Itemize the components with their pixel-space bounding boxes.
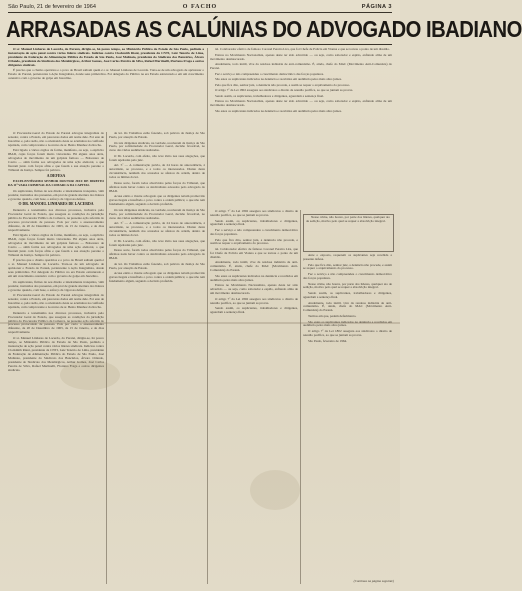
article-paragraph: Dessa sorte, foram todos absolvidos pelas forças do Tribunal, que afirmou nada haver contra os sindicalistas acusados pelo advogado do IBAD. xyxy=(109,248,205,261)
column-divider xyxy=(300,210,301,584)
article-paragraph: Acusa então o ilustre advogado que os dirigentes teriam promovido greves ilegais e insuflado o povo contra a ordem pública; o que não tem fundamento algum, segundo a decisão proferida. xyxy=(109,271,205,283)
section-heading: O DR. MANOEL LINHARES DE LACERDA xyxy=(18,202,94,207)
article-paragraph: tal. Colaborador efetivo de famoso Coronel Pereira Lira, que foi Chefe de Polícia em Vianna e que se tornou o ponto de um dissídio. xyxy=(210,247,298,259)
article-paragraph: Art. 5º — A comunicação prévia, de 24 horas de antecedência, à autoridade, ao processo, e a todos os interessados. Diante desta circunstância, nenhum dos acusados se afastou da ordem, dentro de todos os limites da lei. xyxy=(109,163,205,180)
article-paragraph: Atualmente, todo inútil, vive da rendosa indústria de anti-comunismo. É, ainda, chefe do MAC (Movimento Anti-Comunista) do Paraná. xyxy=(303,300,392,313)
article-paragraph: São Paulo, fevereiro de 1964. xyxy=(308,338,348,343)
page-number: PÁGINA 3 xyxy=(361,4,392,10)
article-paragraph: São estes os suplicantes indicados na denúncia e recebidos em audiência pelos mais altos juízes. xyxy=(303,319,392,328)
article-paragraph: Os suplicantes, firmes de seu direito e inteiramente tranquilos, vêm postular, instruídos dos presentes, em prol de grande abertura dos líderes e governo quando, com base, o esforço da vigorosa defesa. xyxy=(8,188,104,201)
article-paragraph: São estes os suplicantes indicados na denúncia e recebidos em audiência pelos mais altos juízes. xyxy=(215,77,342,82)
article-paragraph: O artigo 7º da Lei 1802 assegura aos sindicatos o direito de reunião pacífica, ao que se juntam as provas. xyxy=(215,88,354,93)
header-rule xyxy=(8,12,392,13)
article-paragraph: Entrou no Movimento Nacionalista, apenas deste ter sido advertido — ou seja, como sabotador e espião, enfiando alma de um movimento desmascarado. xyxy=(210,99,392,108)
article-paragraph: Nesse crime, não houve, por parte dos líderes, qualquer ato de sedição, motivo pelo qual se requer a absolvição integral. xyxy=(306,215,390,223)
article-paragraph: Acusa então o ilustre advogado que os dirigentes teriam promovido greves ilegais e insuflado o povo contra a ordem pública; o que não tem fundamento algum, segundo a decisão proferida. xyxy=(109,194,205,207)
article-paragraph: É preciso que o chamo operários e o povo do Brasil saibam quem é o sr. Manuel Linhares de Lacerda. Trata-se de um advogado de aprisionar o Estado do Paraná, pertencente à Ação Integralista, donde seus primórdios. Foi delegado do Público na era Estado estruturado e em um crescimento ostensivo com o governo de golpe em Juscelino. xyxy=(8,68,204,81)
article-paragraph: Nesse crime, não houve, por parte dos líderes, qualquer ato de sedição, motivo pelo qual se requer a absolvição integral. xyxy=(303,281,392,290)
headline-rule xyxy=(8,44,392,45)
court-address: EXCELENTÍSSIMO SENHOR DOUTOR JUIZ DE DIREITO DA 11ª VARA CRIMINAL DA COMARCA DA CAPITAL xyxy=(8,179,104,188)
article-paragraph: O Dr. Lacerda, com efeito, não teve êxito nas suas alegações, que foram rejeitadas pelo juiz. xyxy=(109,238,205,247)
article-paragraph: Pelo que fica dito, senhor juiz, a denúncia não procede, e assim se requer o arquivamento do processo. xyxy=(215,82,351,87)
column-1 xyxy=(8,132,104,584)
article-paragraph: Atualmente, todo inútil, vive da rendosa indústria de anti-comunismo. É, ainda, chefe do MAC (Movimento Anti-Comunista) do Paraná. xyxy=(210,62,392,70)
column-divider xyxy=(207,48,208,584)
article-paragraph: São estes os suplicantes indicados na denúncia e recebidos em audiência pelos mais altos juízes. xyxy=(215,108,342,113)
paper-stain xyxy=(250,470,300,510)
article-paragraph: O Procurador-Geral do Estado de Paraná advogou integralista do senador, contra a Estado, em pareceres dados em nome dele. Foi este de Juscelino e, pela razão, não a orientando deste se acumulou na confissão rejeitada, com comprovante a Governo de sr. Bento Munhoz da Rocha. xyxy=(8,131,104,147)
paper-fold xyxy=(0,322,400,324)
article-paragraph: O artigo 7º da Lei 1802 assegura aos sindicatos o direito de reunião pacífica, ao que se juntam as provas. xyxy=(210,296,298,305)
article-paragraph: Denuncia e testemunha nos diversos processos, inclusive pelo Procurador Geral do Estado, que assegura as condições da jurisdição pública do Procurador Público da Comarca, na presente ação referida do processo protocolado de pessoas. Pois por certo o assessoramento diferente, de 20 de Dezembro de 1963, de 15 de Janeiro, e de dias respectivamente. xyxy=(8,207,104,232)
article-paragraph: O Procurador-Geral do Estado de Paraná advogou integralista do senador, contra a Estado, em pareceres dados em nome dele. Foi este de Juscelino e, pela razão, não a orientando deste se acumulou na confissão rejeitada, com comprovante a Governo de sr. Bento Munhoz da Rocha. xyxy=(8,293,104,310)
article-paragraph: Os tais dirigentes sindicais, na verdade, receberam da Justiça de São Paulo, por solidariedade do Procurador Geral, decisão favorável, no curso das várias audiências realizadas. xyxy=(109,140,205,153)
column-2 xyxy=(109,132,205,584)
article-paragraph: tal. Colaborador efetivo de famoso Coronel Pereira Lira, que foi Chefe de Polícia em Vianna e que se tornou o ponto de um dissídio. xyxy=(215,47,390,51)
paper-name: O FACHO xyxy=(182,4,218,10)
article-paragraph: Sendo assim, os suplicantes, trabalhadores e dirigentes, aguardam a sentença final. xyxy=(215,93,324,98)
article-paragraph: Art. 5º — A comunicação prévia, de 24 horas de antecedência, à autoridade, ao processo, e a todos os interessados. Diante desta circunstância, nenhum dos acusados se afastou da ordem, dentro de todos os limites da lei. xyxy=(109,221,205,238)
column-4 xyxy=(303,254,392,576)
article-paragraph: Termos em que, pedem deferimento. xyxy=(308,313,357,318)
column-divider xyxy=(106,132,107,584)
article-paragraph: Entrou no Movimento Nacionalista, apenas deste ter sido advertido — ou seja, como sabotador e espião, enfiando alma de um movimento desmascarado. xyxy=(210,52,392,61)
article-paragraph: Sendo assim, os suplicantes, trabalhadores e dirigentes, aguardam a sentença final. xyxy=(210,306,298,315)
boxed-note-text xyxy=(306,216,390,248)
article-paragraph: O Dr. Lacerda, com efeito, não teve êxito nas suas alegações, que foram rejeitadas pelo juiz. xyxy=(109,153,205,162)
paper-stain xyxy=(60,360,120,390)
article-paragraph: O artigo 7º da Lei 1802 assegura aos sindicatos o direito de reunião pacífica, ao que se juntam as provas. xyxy=(303,329,392,337)
page-header xyxy=(8,4,392,12)
article-paragraph: Está ligado a vários órgãos da forma, manifesto, ou seja, o explícito IBAD, cujas forças foram muito vistoriadas. Há alguns anos atrás, advogados do movimento de um golpista famoso — Bolsonaro de Castro — além forma aos advogados de uma ação eleitoral, o que fizeram junto com forças afins e que fazem a sua atuação perante o Tribunal de Justiça. Sempre foi palavra. xyxy=(8,148,104,173)
article-paragraph: Denuncia e testemunha nos diversos processos, inclusive pelo Procurador Geral do Estado, que assegura as condições da jurisdição pública do Procurador Público da Comarca, na presente ação referida do processo protocolado de pessoas. Pois por certo o assessoramento diferente, de 20 de Dezembro de 1963, de 15 de Janeiro, e de dias respectivamente. xyxy=(8,310,104,335)
continuation-note: (Continua na página seguinte) xyxy=(353,579,394,583)
issue-date: São Paulo, 21 de fevereiro de 1964 xyxy=(8,4,97,10)
lead-text: O sr. Manuel Linhares de Lacerda, do Paraná, dirigiu-se, há pouco tempo, ao Ministério Público do Estado de São Paulo, pedindo a instauração de ação penal contra vários líderes sindicais. Indiciou contra Clodsmith Riani, presidente da CNTI, Luiz Tenório de Lima, presidente da Federação de Alimentação Pública do Estado de São Paulo, José Molinaio, presidente do Sindicato dos Bancários, Álvaro Orlando, presidente do Sindicato dos Metalúrgicos, Arthur Gomes, José Carlos Pereira de Silva, Rafael Martinelli, Floriano Fraga e outros dirigentes sindicais. xyxy=(8,47,204,67)
lead-paragraph xyxy=(8,48,204,130)
article-paragraph: Fez o serviço e não compreendeu o crescimento democrático das forças populares. xyxy=(215,71,324,76)
article-paragraph: Sendo assim, os suplicantes, trabalhadores e dirigentes, aguardam a sentença final. xyxy=(210,218,298,227)
article-paragraph: Ante o exposto, requerem os suplicantes seja recebida a presente defesa. xyxy=(303,253,392,261)
article-paragraph: Fez o serviço e não compreendeu o crescimento democrático das forças populares. xyxy=(210,228,298,236)
headline: ARRASADAS AS CALÚNIAS DO ADVOGADO IBADIANO xyxy=(6,16,522,42)
article-paragraph: Está ligado a vários órgãos da forma, manifesto, ou seja, o explícito IBAD, cujas forças foram muito vistoriadas. Há alguns anos atrás, advogados do movimento de um golpista famoso — Bolsonaro de Castro — além forma aos advogados de uma ação eleitoral, o que fizeram junto com forças afins e que fazem a sua atuação perante o Tribunal de Justiça. Sempre foi palavra. xyxy=(8,233,104,257)
article-paragraph: Entrou no Movimento Nacionalista, apenas deste ter sido advertido — ou seja, como sabotador e espião, enfiando alma de um movimento desmascarado. xyxy=(210,283,298,296)
section-heading: A DEFESA xyxy=(46,173,66,178)
article-paragraph: Pelo que fica dito, senhor juiz, a denúncia não procede, e assim se requer o arquivamento do processo. xyxy=(210,237,298,246)
article-paragraph: de lei. Os Trabalhos estão fazendo, sob palavra da Justiça de São Paulo, por atuação de Estado. xyxy=(109,131,205,139)
article-paragraph: Pelo que fica dito, senhor juiz, a denúncia não procede, e assim se requer o arquivamento do processo. xyxy=(303,262,392,271)
column-3-top xyxy=(210,48,392,206)
article-paragraph: Atualmente, todo inútil, vive da rendosa indústria de anti-comunismo. É, ainda, chefe do MAC (Movimento Anti-Comunista) do Paraná. xyxy=(210,260,298,273)
article-paragraph: Fez o serviço e não compreendeu o crescimento democrático das forças populares. xyxy=(303,272,392,280)
article-paragraph: Os tais dirigentes sindicais, na verdade, receberam da Justiça de São Paulo, por solidariedade do Procurador Geral, decisão favorável, no curso das várias audiências realizadas. xyxy=(109,207,205,220)
article-paragraph: O artigo 7º da Lei 1802 assegura aos sindicatos o direito de reunião pacífica, ao que se juntam as provas. xyxy=(210,209,298,217)
column-3 xyxy=(210,210,298,584)
article-paragraph: de lei. Os Trabalhos estão fazendo, sob palavra da Justiça de São Paulo, por atuação de Estado. xyxy=(109,261,205,270)
article-paragraph: É preciso que o chamo operários e o povo do Brasil saibam quem é o sr. Manuel Linhares de Lacerda. Trata-se de um advogado de aprisionar o Estado do Paraná, pertencente à Ação Integralista, donde seus primórdios. Foi delegado do Público na era Estado estruturado e em um crescimento ostensivo com o governo de golpe em Juscelino. xyxy=(8,258,104,279)
article-paragraph: O sr. Manuel Linhares de Lacerda, do Paraná, dirigiu-se, há pouco tempo, ao Ministério Público do Estado de São Paulo, pedindo a instauração de ação penal contra vários líderes sindicais. Indiciou contra Clodsmith Riani, presidente da CNTI, Luiz Tenório de Lima, presidente da Federação de Alimentação Pública do Estado de São Paulo, José Molinaio, presidente do Sindicato dos Bancários, Álvaro Orlando, presidente do Sindicato dos Metalúrgicos, Arthur Gomes, José Carlos Pereira de Silva, Rafael Martinelli, Floriano Fraga e outros dirigentes sindicais. xyxy=(8,335,104,372)
article-paragraph: Os suplicantes, firmes de seu direito e inteiramente tranquilos, vêm postular, instruídos dos presentes, em prol de grande abertura dos líderes e governo quando, com base, o esforço da vigorosa defesa. xyxy=(8,279,104,292)
article-paragraph: Dessa sorte, foram todos absolvidos pelas forças do Tribunal, que afirmou nada haver contra os sindicalistas acusados pelo advogado do IBAD. xyxy=(109,180,205,193)
article-paragraph: Sendo assim, os suplicantes, trabalhadores e dirigentes, aguardam a sentença final. xyxy=(303,291,392,299)
article-paragraph: São estes os suplicantes indicados na denúncia e recebidos em audiência pelos mais altos juízes. xyxy=(210,273,298,282)
